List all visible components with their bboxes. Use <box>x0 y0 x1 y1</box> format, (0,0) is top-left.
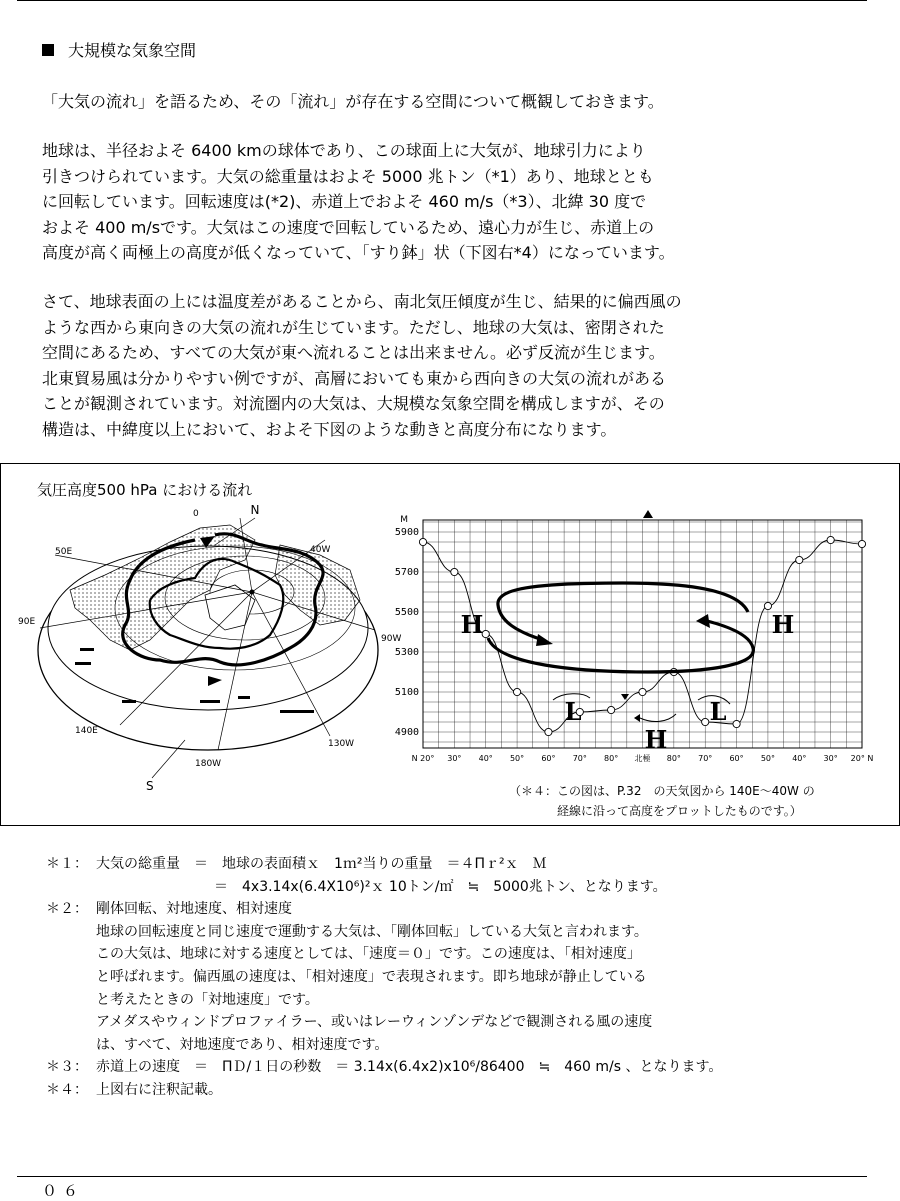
flow-arrow-icon <box>634 714 640 722</box>
axis-arrow-icon <box>643 510 653 518</box>
text-line: 地球は、半径およそ 6400 kmの球体であり、この球面上に大気が、地球引力により <box>42 141 646 160</box>
footnote-text: 剛体回転、対地速度、相対速度 <box>96 901 292 918</box>
paragraph-earth <box>42 138 842 266</box>
footnote-text: 上図右に注釈記載。 <box>96 1081 222 1098</box>
map-mark <box>122 700 136 703</box>
flow-arrow-icon <box>621 694 629 700</box>
footnote-2-line: と呼ばれます。偏西風の速度は、「相対速度」で表現されます。即ち地球が静止している <box>96 968 647 985</box>
footnote-2-line: 地球の回転速度と同じ速度で運動する大気は、「剛体回転」している大気と言われます。 <box>96 923 648 940</box>
x-tick-label: 40° <box>792 754 807 763</box>
figure-caption <box>509 781 815 821</box>
x-tick-label: 50° <box>760 754 776 763</box>
pressure-label-h: H <box>460 610 484 639</box>
data-point <box>764 602 771 609</box>
caption-line: （＊４：この図は、P.32 の天気図から 140E～40W の <box>509 784 815 798</box>
text-line: ような西から東向きの大気の流れが生じています。ただし、地球の大気は、密閉された <box>42 317 665 337</box>
x-tick-label: 50° <box>509 754 525 763</box>
flow-arrow-icon <box>536 634 553 646</box>
eddy-flow <box>640 714 676 721</box>
map-label-180w: 180W <box>195 759 222 769</box>
chart-y-ticks <box>395 515 419 738</box>
data-point <box>858 540 865 547</box>
heading-text: 大規模な気象空間 <box>68 41 197 60</box>
data-point <box>608 706 615 713</box>
x-tick-label: 60° <box>541 754 556 763</box>
polar-map <box>18 500 402 793</box>
flow-arrow-icon <box>696 614 710 628</box>
footnote-2 <box>46 898 866 921</box>
text-line: 北東貿易風は分かりやすい例ですが、高層においても東から西向きの大気の流れがある <box>42 368 667 388</box>
footnote-2-line: は、すべて、対地速度であり、相対速度です。 <box>96 1036 389 1053</box>
page-number: ０６ <box>42 1182 85 1200</box>
map-mark <box>280 710 314 713</box>
bullet-square-icon <box>42 44 54 56</box>
text-line: ことが観測されています。対流圏内の大気は、大規模な気象空間を構成しますが、その <box>42 394 665 414</box>
y-tick-label: 5900 <box>394 527 419 538</box>
intro-paragraph <box>42 89 842 115</box>
altitude-profile-chart <box>378 500 883 772</box>
text-line: 構造は、中緯度以上において、およそ下図のような動きと高度分布になります。 <box>42 419 617 439</box>
y-tick-label: 5500 <box>394 607 419 618</box>
text-line: およそ 400 m/sです。大気はこの速度で回転しているため、遠心力が生じ、赤道上の <box>42 217 655 237</box>
footnote-2-line: と考えたときの「対地速度」です。 <box>96 991 319 1008</box>
x-tick-label: 80° <box>666 754 681 763</box>
map-label-90w: 90W <box>381 634 402 644</box>
text-line: 高度が高く両極上の高度が低くなっていて、「すり鉢」状（下図右*4）になっています。 <box>42 243 675 263</box>
paragraph-flow <box>42 289 842 443</box>
map-label-n: N <box>250 503 260 517</box>
text-line: 空間にあるため、すべての大気が東へ流れることは出来ません。必ず反流が生じます。 <box>42 343 665 363</box>
footnote-text: 大気の総重量 ＝ 地球の表面積ｘ 1ｍ²当りの重量 ＝４Πｒ²ｘ Ｍ <box>96 856 547 872</box>
x-tick-label: 北極 <box>634 754 651 763</box>
footnote-label: ＊１： <box>46 856 88 872</box>
x-tick-label: 60° <box>729 754 744 763</box>
x-tick-label: 40° <box>478 754 493 763</box>
map-label-140e: 140E <box>75 726 98 736</box>
footnote-1-continuation: ＝ 4x3.14x(6.4X10⁶)²ｘ 10トン/㎡ ≒ 5000兆トン、となります。 <box>214 878 667 895</box>
footnote-4 <box>46 1079 866 1102</box>
map-mark <box>238 696 250 699</box>
footnotes <box>46 853 866 1102</box>
data-point <box>451 568 458 575</box>
pressure-label-l: L <box>564 697 582 726</box>
footnote-3 <box>46 1056 866 1079</box>
x-tick-label: 20° N <box>850 754 874 763</box>
x-tick-label: 30° <box>447 754 462 763</box>
footnote-label: ＊４： <box>46 1081 88 1098</box>
y-tick-label: 5300 <box>394 647 419 658</box>
x-tick-label: 70° <box>698 754 713 763</box>
map-mark <box>80 648 94 651</box>
x-tick-label: N 20° <box>411 754 435 763</box>
flow-loop <box>488 620 753 672</box>
intro-line: 「大気の流れ」を語るため、その「流れ」が存在する空間について概観しておきます。 <box>42 92 664 111</box>
footnote-2-line: この大気は、地球に対する速度としては、「速度＝０」です。この速度は、「相対速度」 <box>96 946 641 963</box>
text-line: に回転しています。回転速度は(*2)、赤道上でおよそ 460 m/s（*3）、北緯 30 度で <box>42 192 647 212</box>
flow-loop <box>498 583 748 640</box>
chart-x-ticks <box>412 753 874 763</box>
top-rule <box>17 0 867 1</box>
footnote-1 <box>46 853 866 876</box>
data-point <box>733 720 740 727</box>
y-tick-label: 5700 <box>394 567 419 578</box>
y-axis-label: M <box>400 515 408 525</box>
data-point <box>545 728 552 735</box>
map-label-s: S <box>146 779 154 793</box>
y-tick-label: 5100 <box>394 687 419 698</box>
footnote-label: ＊２： <box>46 901 88 918</box>
y-tick-label: 4900 <box>394 727 419 738</box>
data-point <box>796 556 803 563</box>
x-tick-label: 80° <box>604 754 619 763</box>
footnote-text: 赤道上の速度 ＝ ΠＤ/１日の秒数 ＝ 3.14x(6.4x2)x10⁶/86400 ≒ 460 m/s 、となります。 <box>96 1059 723 1076</box>
map-mark <box>200 700 220 703</box>
text-line: さて、地球表面の上には温度差があることから、南北気圧傾度が生じ、結果的に偏西風の <box>42 292 682 311</box>
map-label-50e: 50E <box>55 547 73 557</box>
section-heading <box>42 38 196 61</box>
map-label-0: 0 <box>193 509 199 519</box>
data-point <box>827 536 834 543</box>
caption-line: 経線に沿って高度をプロットしたものです。） <box>557 804 802 818</box>
figure-title: 気圧高度500 hPa における流れ <box>37 481 253 499</box>
data-point <box>702 718 709 725</box>
footnote-label: ＊３： <box>46 1059 88 1076</box>
north-pole-marker <box>250 590 255 595</box>
map-mark <box>75 662 91 665</box>
pressure-label-l: L <box>709 697 727 726</box>
bottom-rule <box>17 1176 867 1177</box>
data-point <box>639 688 646 695</box>
pressure-label-h: H <box>644 725 668 754</box>
map-label-90e: 90E <box>18 617 36 627</box>
map-label-40w: 40W <box>310 545 331 555</box>
data-point <box>419 538 426 545</box>
pressure-label-h: H <box>771 610 795 639</box>
map-label-130w: 130W <box>328 739 355 749</box>
data-point <box>513 688 520 695</box>
text-line: 引きつけられています。大気の総重量はおよそ 5000 兆トン（*1）あり、地球ととも <box>42 166 654 186</box>
footnote-2-line: アメダスやウィンドプロファイラー、或いはレーウィンゾンデなどで観測される風の速度 <box>96 1014 653 1031</box>
x-tick-label: 30° <box>823 754 838 763</box>
x-tick-label: 70° <box>572 754 587 763</box>
